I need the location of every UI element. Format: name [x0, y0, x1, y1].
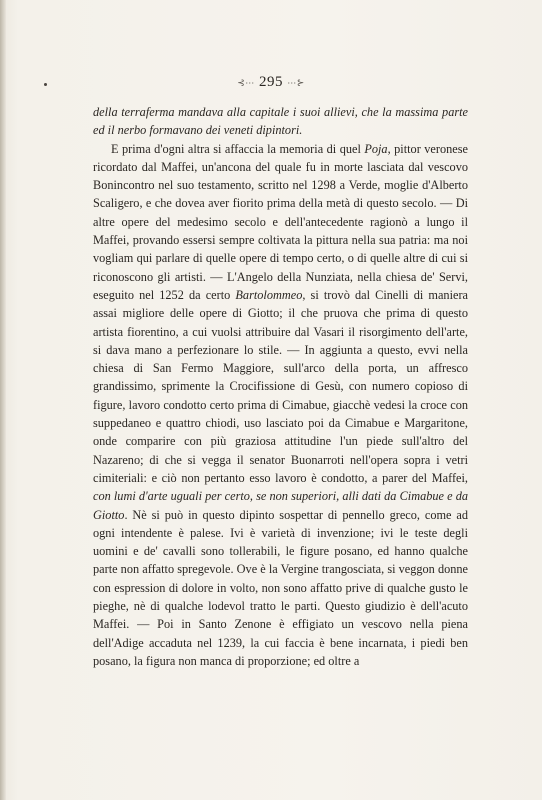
italic-text-run: con lumi d'arte uguali per certo, se non superiori, alli dati da Cimabue e da Giotto: [93, 489, 468, 522]
paragraph: [93, 103, 468, 140]
italic-text-run: Poja: [364, 141, 388, 156]
header-ornament-right: ⋯⊱: [287, 77, 305, 88]
italic-text-run: Bartolommeo: [235, 287, 303, 302]
paragraph: [93, 140, 468, 671]
header-ornament-left: ⊰⋯: [237, 77, 255, 88]
page-number: 295: [259, 74, 283, 90]
text-run: , pittor veronese ricordato dal Maffei, un'ancona del quale fu in morte lasciata dal vescovo Bonincontro nel suo testamento, scritto nel 1298 a Verde, moglie d'Alberto Scaligero, e che dovea aver fiorito prima della metà di questo secolo. — Di altre opere del medesimo secolo e dell'antecedente ragionò a lungo il Maffei, provando essersi sempre coltivata la pittura nella sua patria: ma noi vogliam qui parlare di quelle opere di tempo certo, o di quelle altre di cui si riconoscono gli artisti. — L'Angelo della Nunziata, nella chiesa de' Servi, eseguito nel 1252 da certo: [93, 141, 468, 302]
text-run: E prima d'ogni altra si affaccia la memoria di quel: [111, 141, 365, 156]
text-run: . Nè si può in questo dipinto sospettar di pennello greco, come ad ogni intendente è palese. Ivi è varietà di invenzione; ivi le teste degli uomini e de' cavalli sono tollerabili, le figure posano, ed hanno qualche parte non affatto spregevole. Ove è la Vergine trangosciata, si veggon donne con espression di dolore in volto, non sono affatto prive di qualche gusto le pieghe, nè di qualche lodevol tratto le parti. Questo giudizio è dell'acuto Maffei. — Poi in Santo Zenone è effigiato un vescovo nella piena dell'Adige accaduta nel 1239, la cui faccia è bene incarnata, i piedi ben posano, la figura non manca di proporzione; ed oltre a: [93, 507, 468, 668]
binding-edge: [0, 0, 6, 800]
body-text: [93, 103, 468, 670]
italic-text-run: della terraferma mandava alla capitale i suoi allievi, che la massima parte ed il nerbo formavano dei veneti dipintori.: [93, 105, 468, 138]
text-run: , si trovò dal Cinelli di maniera assai migliore delle opere di Giotto; il che pruova che prima di questo artista fiorentino, a cui vuolsi attribuire dal Vasari il risorgimento dell'arte, si dava mano a perfezionare lo stile. — In aggiunta a questo, evvi nella chiesa di San Fermo Maggiore, sull'arco della porta, un affresco grandissimo, sprimente la Crocifissione di Gesù, con numero copioso di figure, lavoro condotto certo prima di Cimabue, giacchè vedesi la croce con suppedaneo e quattro chiodi, uso lasciato poi da Cimabue e Margaritone, onde comparire con più graziosa attitudine l'un piede sull'altro del Nazareno; di che si vegga il senator Buonarroti nell'opera sopra i vetri cimiteriali: e ciò non pertanto esso lavoro è condotto, a parer del Maffei,: [93, 287, 468, 485]
page-header: [0, 73, 542, 92]
